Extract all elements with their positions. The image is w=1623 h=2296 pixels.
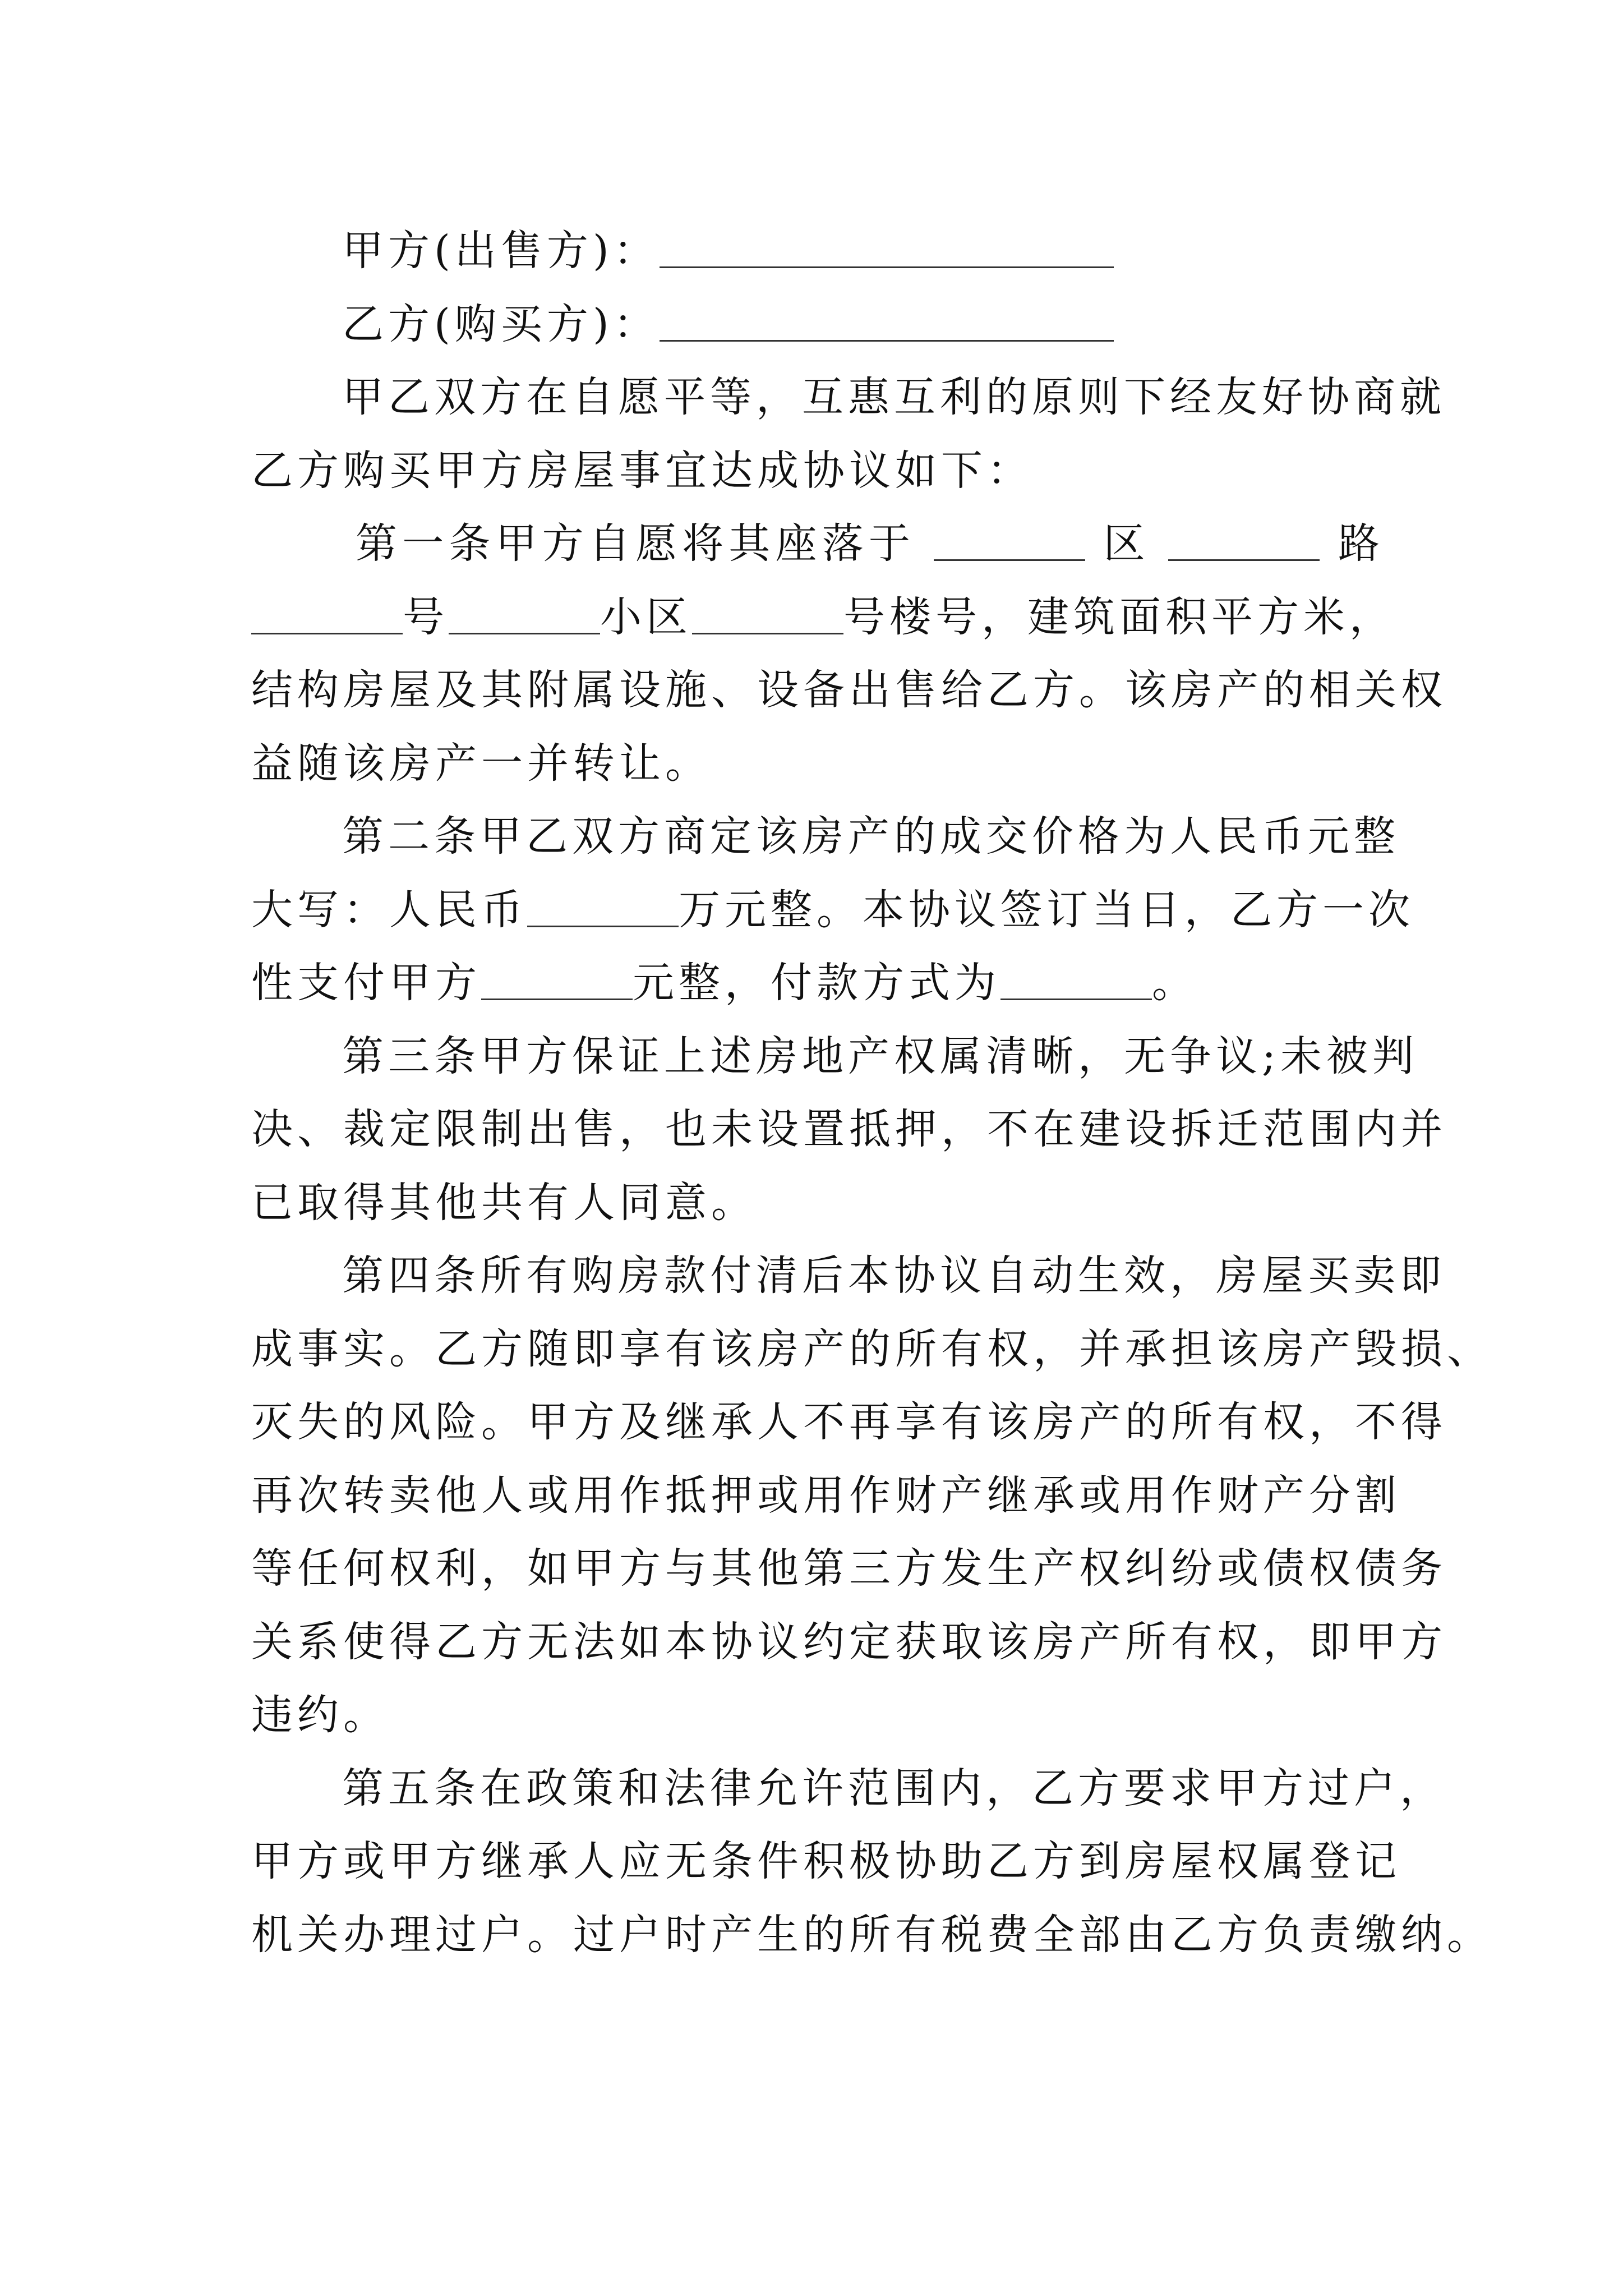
party-b-blank (660, 296, 1114, 342)
party-a-label: 甲方(出售方)： (342, 227, 660, 275)
article2-seg5: 。 (1152, 959, 1198, 1007)
article4-line-1: 第四条所有购房款付清后本协议自动生效，房屋买卖即 (342, 1251, 1446, 1300)
district-blank (934, 516, 1085, 561)
article1-line-2 (251, 581, 1395, 654)
article1-seg1: 第一条甲方自愿将其座落于 (356, 519, 916, 568)
article2-line-3 (251, 946, 1384, 1020)
number-blank (251, 589, 403, 634)
party-b-line (251, 288, 1384, 361)
article4-line-7: 违约。 (251, 1691, 389, 1739)
article4-line-5: 等任何权利，如甲方与其他第三方发生产权纠纷或债权债务 (251, 1544, 1447, 1593)
article2-seg3: 性支付甲方 (251, 959, 481, 1007)
contract-body (251, 214, 1493, 1971)
article1-line-3: 结构房屋及其附属设施、设备出售给乙方。该房产的相关权 (251, 666, 1447, 714)
article3-line-1: 第三条甲方保证上述房地产权属清晰，无争议;未被判 (342, 1032, 1418, 1080)
article3-line-3: 已取得其他共有人同意。 (251, 1178, 757, 1227)
article1-line-1 (251, 507, 1384, 581)
article1-seg4: 号 (403, 592, 449, 641)
community-blank (449, 589, 600, 634)
article5-line-1: 第五条在政策和法律允许范围内，乙方要求甲方过户， (342, 1764, 1446, 1812)
payment-method-blank (1000, 955, 1152, 1000)
article2-seg1: 大写：人民币 (251, 885, 527, 934)
article2-seg4: 元整，付款方式为 (633, 959, 1000, 1007)
article2-line-1: 第二条甲乙双方商定该房产的成交价格为人民币元整 (342, 812, 1400, 861)
article2-seg2: 万元整。本协议签订当日，乙方一次 (679, 885, 1414, 934)
party-a-line (251, 214, 1384, 288)
intro-line-1: 甲乙双方在自愿平等，互惠互利的原则下经友好协商就 (342, 373, 1446, 421)
party-a-blank (660, 223, 1114, 268)
payment-amount-blank (481, 955, 633, 1000)
amount-uppercase-blank (527, 882, 679, 927)
article1-seg3: 路 (1338, 519, 1384, 568)
article4-line-2: 成事实。乙方随即享有该房产的所有权，并承担该房产毁损、 (251, 1324, 1493, 1373)
article4-line-4: 再次转卖他人或用作抵押或用作财产继承或用作财产分割 (251, 1471, 1401, 1520)
article4-line-3: 灭失的风险。甲方及继承人不再享有该房产的所有权，不得 (251, 1398, 1447, 1446)
article5-line-3: 机关办理过户。过户时产生的所有税费全部由乙方负责缴纳。 (251, 1910, 1493, 1959)
road-blank (1168, 516, 1320, 561)
building-blank (692, 589, 843, 634)
article4-line-6: 关系使得乙方无法如本协议约定获取该房产所有权，即甲方 (251, 1617, 1447, 1666)
article1-seg2: 区 (1103, 519, 1150, 568)
article5-line-2: 甲方或甲方继承人应无条件积极协助乙方到房屋权属登记 (251, 1837, 1401, 1885)
article1-line-4: 益随该房产一并转让。 (251, 739, 711, 788)
party-b-label: 乙方(购买方)： (342, 300, 660, 348)
article2-line-2 (251, 873, 1414, 947)
article1-seg6: 号楼号，建筑面积平方米， (843, 592, 1395, 641)
article3-line-2: 决、裁定限制出售，也未设置抵押，不在建设拆迁范围内并 (251, 1105, 1447, 1153)
article1-seg5: 小区 (600, 592, 692, 641)
intro-line-2: 乙方购买甲方房屋事宜达成协议如下： (251, 446, 1033, 495)
